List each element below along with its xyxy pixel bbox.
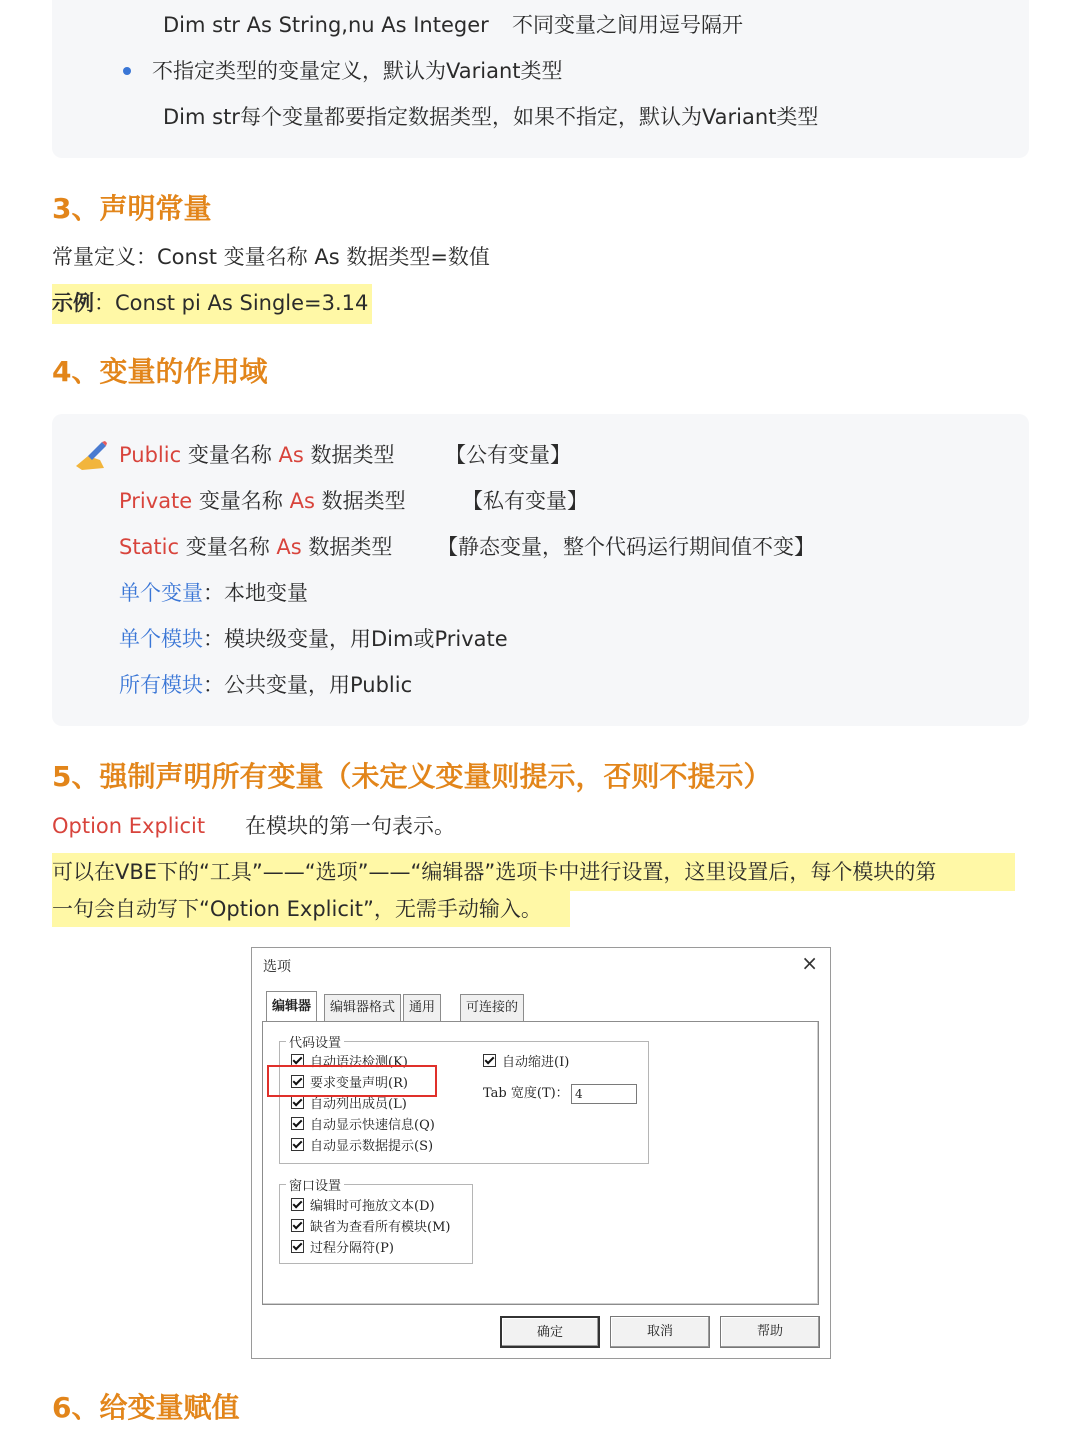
- full-module-view-checkbox[interactable]: [291, 1219, 450, 1237]
- static-keyword: Static: [119, 535, 180, 559]
- checkbox-label: 自动显示快速信息(Q): [310, 1118, 435, 1133]
- section3-heading: 3、声明常量: [52, 192, 212, 225]
- tab-width-input[interactable]: 4: [571, 1084, 637, 1104]
- example-code: ：Const pi As Single=3.14: [94, 291, 369, 315]
- as-keyword: As: [278, 443, 304, 467]
- checkbox-checked-icon: [291, 1138, 304, 1151]
- tab-editor[interactable]: 编辑器: [266, 991, 317, 1023]
- checkbox-checked-icon: [483, 1054, 496, 1067]
- editor-tab-panel: [262, 1021, 819, 1305]
- tab-general[interactable]: 通用: [403, 994, 441, 1021]
- checkbox-label: 自动语法检测(K): [310, 1055, 408, 1070]
- checkbox-checked-icon: [291, 1219, 304, 1232]
- options-dialog: [251, 947, 831, 1359]
- checkbox-label: 过程分隔符(P): [310, 1241, 394, 1256]
- window-settings-legend: 窗口设置: [286, 1175, 344, 1194]
- checkbox-checked-icon: [291, 1117, 304, 1130]
- checkbox-checked-icon: [291, 1240, 304, 1253]
- scope-label: 所有模块: [119, 673, 203, 697]
- public-keyword: Public: [119, 443, 182, 467]
- option-explicit-keyword: Option Explicit: [52, 814, 206, 838]
- checkbox-label: 自动列出成员(L): [310, 1097, 407, 1112]
- dim-example-code: Dim str As String,nu As Integer: [163, 13, 489, 37]
- dialog-title: 选项: [263, 959, 291, 975]
- private-keyword: Private: [119, 489, 193, 513]
- tab-docking[interactable]: 可连接的: [460, 994, 524, 1021]
- scope-text: ：模块级变量，用Dim或Private: [203, 627, 508, 651]
- close-icon[interactable]: ×: [801, 951, 818, 975]
- checkbox-label: 编辑时可拖放文本(D): [310, 1199, 435, 1214]
- private-note: 【私有变量】: [462, 489, 588, 513]
- bullet-dot: [123, 67, 131, 75]
- dim-default-note: Dim str每个变量都要指定数据类型，如果不指定，默认为Variant类型: [163, 105, 819, 129]
- const-definition: 常量定义：Const 变量名称 As 数据类型=数值: [52, 245, 490, 269]
- var-name-text: 变量名称: [192, 489, 290, 513]
- as-keyword: As: [289, 489, 315, 513]
- help-button[interactable]: 帮助: [720, 1316, 820, 1348]
- bullet-text: 不指定类型的变量定义，默认为Variant类型: [152, 59, 563, 83]
- scope-single-module: [119, 624, 508, 654]
- auto-quick-info-checkbox[interactable]: [291, 1117, 435, 1135]
- tab-width-label: Tab 宽度(T)：: [483, 1086, 569, 1101]
- checkbox-label: 缺省为查看所有模块(M): [310, 1220, 451, 1235]
- checkbox-checked-icon: [291, 1198, 304, 1211]
- procedure-separator-checkbox[interactable]: [291, 1240, 394, 1258]
- var-name-text: 变量名称: [179, 535, 277, 559]
- writing-hand-icon: [74, 440, 108, 472]
- scope-label: 单个变量: [119, 581, 203, 605]
- public-note: 【公有变量】: [445, 443, 571, 467]
- drag-drop-text-checkbox[interactable]: [291, 1198, 435, 1216]
- const-example: [52, 284, 372, 324]
- example-label: 示例: [52, 291, 94, 315]
- vbe-setting-text-line1: 可以在VBE下的“工具”——“选项”——“编辑器”选项卡中进行设置，这里设置后，每个模块的第: [52, 860, 937, 884]
- auto-indent-checkbox[interactable]: [483, 1054, 569, 1072]
- var-name-text: 变量名称: [181, 443, 279, 467]
- checkbox-label: 自动缩进(I): [502, 1055, 570, 1070]
- section5-heading: 5、强制声明所有变量（未定义变量则提示，否则不提示）: [52, 760, 772, 793]
- option-explicit-note: 在模块的第一句表示。: [245, 814, 455, 838]
- scope-all-modules: [119, 670, 412, 700]
- dim-example-note: 不同变量之间用逗号隔开: [512, 13, 743, 37]
- checkbox-label: 要求变量声明(R): [310, 1076, 408, 1091]
- ok-button[interactable]: 确定: [500, 1316, 600, 1348]
- scope-text: ：本地变量: [203, 581, 308, 605]
- code-settings-legend: 代码设置: [286, 1032, 344, 1051]
- private-declaration: [119, 486, 406, 516]
- auto-list-members-checkbox[interactable]: [291, 1096, 407, 1114]
- as-keyword: As: [276, 535, 302, 559]
- section6-heading: 6、给变量赋值: [52, 1391, 240, 1424]
- section4-heading: 4、变量的作用域: [52, 355, 268, 388]
- static-declaration: [119, 532, 392, 562]
- scope-label: 单个模块: [119, 627, 203, 651]
- data-type-text: 数据类型: [314, 489, 406, 513]
- static-note: 【静态变量，整个代码运行期间值不变】: [437, 535, 815, 559]
- data-type-text: 数据类型: [303, 443, 395, 467]
- data-type-text: 数据类型: [301, 535, 393, 559]
- scope-single-variable: [119, 578, 308, 608]
- highlight-red-rectangle: [267, 1065, 437, 1097]
- public-declaration: [119, 440, 395, 470]
- auto-data-tips-checkbox[interactable]: [291, 1138, 433, 1156]
- checkbox-label: 自动显示数据提示(S): [310, 1139, 434, 1154]
- scope-text: ：公共变量，用Public: [203, 673, 413, 697]
- vbe-setting-text-line2: 一句会自动写下“Option Explicit”，无需手动输入。: [52, 897, 542, 921]
- cancel-button[interactable]: 取消: [610, 1316, 710, 1348]
- tab-editor-format[interactable]: 编辑器格式: [324, 994, 401, 1021]
- checkbox-checked-icon: [291, 1096, 304, 1109]
